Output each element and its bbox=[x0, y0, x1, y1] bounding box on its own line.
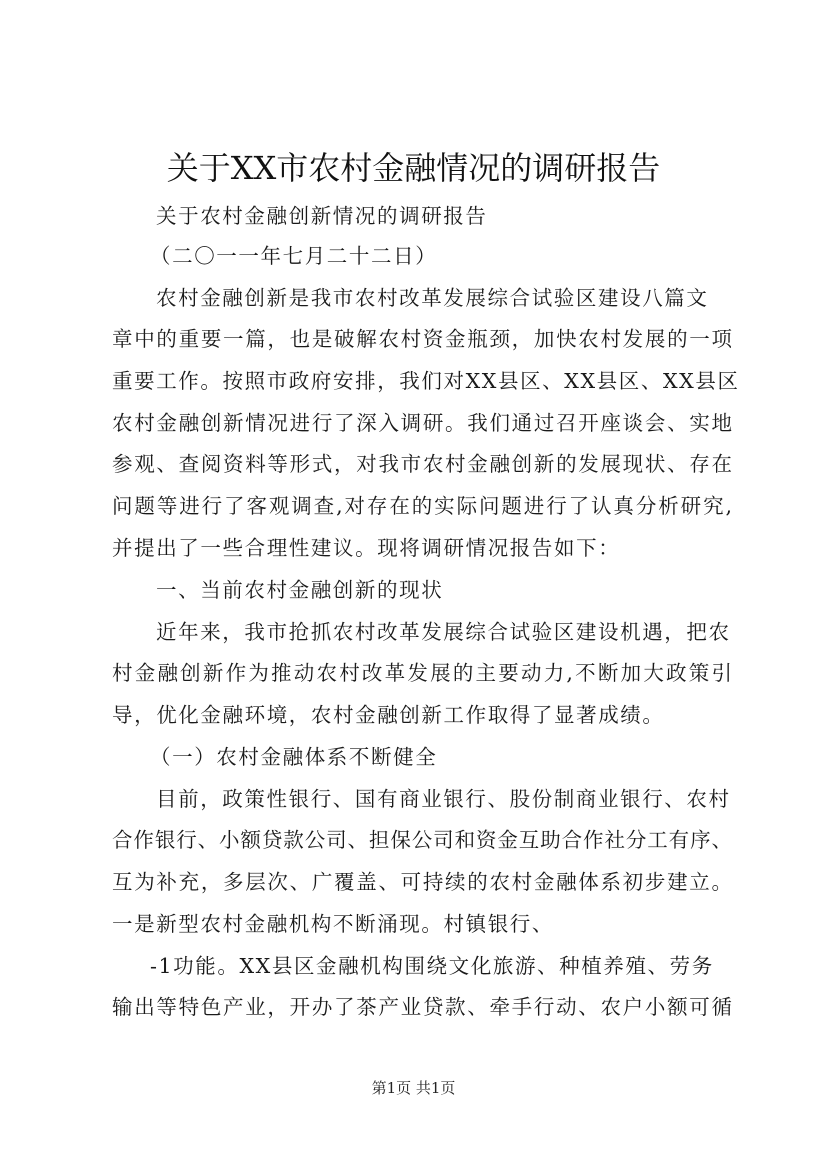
paragraph-line: 农村金融创新情况进行了深入调研。我们通过召开座谈会、实地 bbox=[112, 411, 732, 435]
paragraph-line: 合作银行、小额贷款公司、担保公司和资金互助合作社分工有序、 bbox=[112, 828, 732, 852]
paragraph-line: 章中的重要一篇，也是破解农村资金瓶颈，加快农村发展的一项 bbox=[112, 327, 732, 351]
paragraph-line: 农村金融创新是我市农村改革发展综合试验区建设八篇文 bbox=[156, 286, 709, 310]
subsection-heading: （一）农村金融体系不断健全 bbox=[150, 745, 438, 769]
document-title: 关于XX市农村金融情况的调研报告 bbox=[166, 149, 661, 187]
date-line: （二〇一一年七月二十二日） bbox=[150, 244, 438, 268]
paragraph-line: 村金融创新作为推动农村改革发展的主要动力,不断加大政策引 bbox=[112, 661, 732, 685]
paragraph-line: 互为补充，多层次、广覆盖、可持续的农村金融体系初步建立。 bbox=[112, 870, 732, 894]
paragraph-line: 并提出了一些合理性建议。现将调研情况报告如下： bbox=[112, 536, 621, 560]
paragraph-line: 输出等特色产业，开办了茶产业贷款、牵手行动、农户小额可循 bbox=[112, 995, 732, 1019]
paragraph-line: 近年来，我市抢抓农村改革发展综合试验区建设机遇，把农 bbox=[156, 620, 731, 644]
page-footer: 第1页 共1页 bbox=[371, 1079, 456, 1097]
paragraph-line: -1功能。XX县区金融机构围绕文化旅游、种植养殖、劳务 bbox=[150, 954, 714, 978]
paragraph-line: 问题等进行了客观调查,对存在的实际问题进行了认真分析研究, bbox=[112, 494, 732, 518]
section-heading: 一、当前农村金融创新的现状 bbox=[156, 578, 444, 602]
paragraph-line: 导，优化金融环境，农村金融创新工作取得了显著成绩。 bbox=[112, 703, 665, 727]
subtitle: 关于农村金融创新情况的调研报告 bbox=[156, 204, 488, 228]
paragraph-line: 参观、查阅资料等形式，对我市农村金融创新的发展现状、存在 bbox=[112, 452, 732, 476]
paragraph-line: 重要工作。按照市政府安排，我们对XX县区、XX县区、XX县区 bbox=[112, 369, 740, 393]
paragraph-line: 目前，政策性银行、国有商业银行、股份制商业银行、农村 bbox=[156, 787, 731, 811]
paragraph-line: 一是新型农村金融机构不断涌现。村镇银行、 bbox=[112, 912, 554, 936]
